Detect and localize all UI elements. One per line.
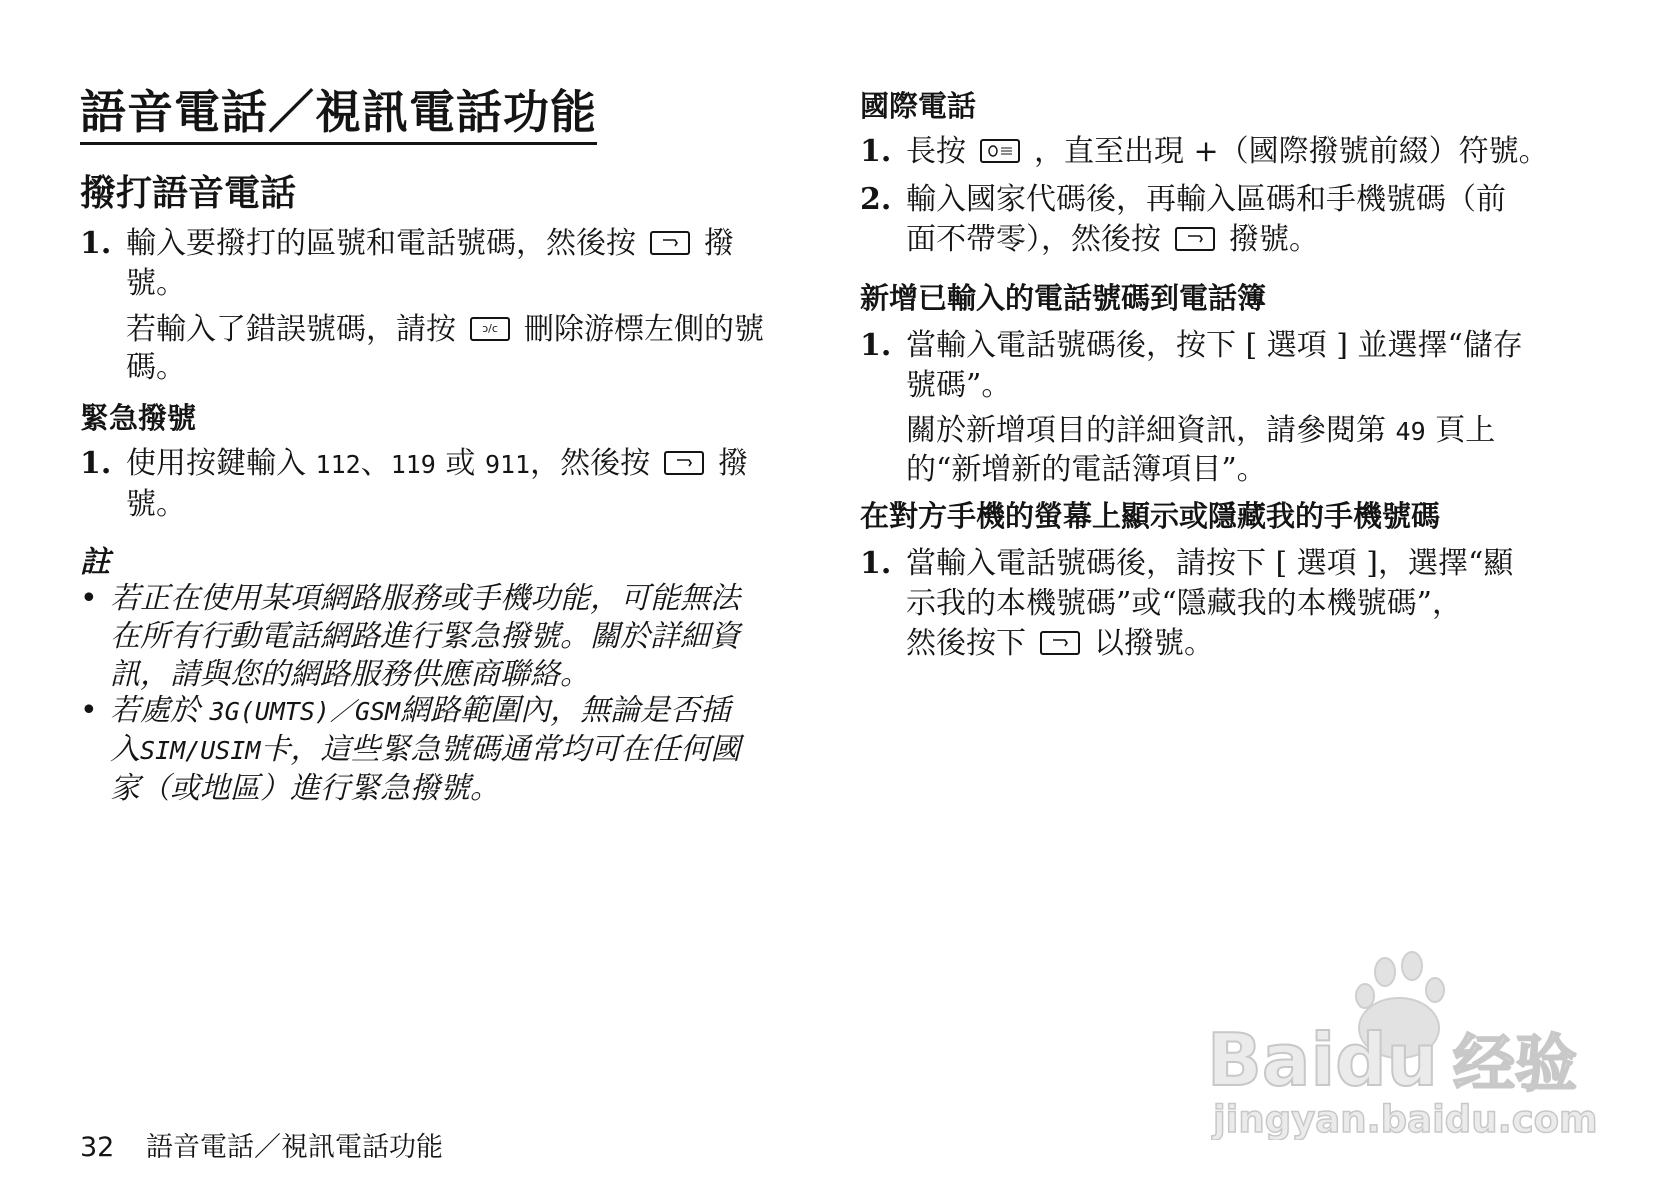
step-text: ，然後按 <box>530 446 651 481</box>
note-text: 若處於 <box>110 693 200 728</box>
step-number: 1. <box>80 446 112 481</box>
sim-type: SIM/USIM <box>140 736 261 765</box>
section-heading-emergency: 緊急撥號 <box>80 401 197 435</box>
note-text: 網路範圍內，無論是否插 <box>400 693 731 728</box>
step-number: 1. <box>80 226 112 261</box>
save-number-reference <box>906 412 1580 489</box>
watermark-suffix: 经验 <box>1453 1027 1578 1100</box>
section-heading-international: 國際電話 <box>860 89 977 123</box>
step-text: 然後按下 <box>906 626 1026 661</box>
para-text: 刪除游標左側的號 <box>524 312 764 347</box>
step-number: 1. <box>860 328 892 363</box>
step-number: 1. <box>860 134 892 169</box>
section-heading-show-hide-number: 在對方手機的螢幕上顯示或隱藏我的手機號碼 <box>860 499 1441 533</box>
page-title: 語音電話／視訊電話功能 <box>80 82 597 145</box>
note-text: 在所有行動電話網路進行緊急撥號。關於詳細資 <box>110 619 740 654</box>
call-key-icon <box>1040 631 1080 655</box>
page-reference-number: 49 <box>1395 417 1426 446</box>
note-text: 訊，請與您的網路服務供應商聯絡。 <box>110 657 590 692</box>
call-key-icon <box>1175 227 1215 251</box>
watermark-url: jingyan.baidu.com <box>1213 1098 1598 1140</box>
step-text: 撥號。 <box>1229 222 1319 257</box>
zero-plus-key-icon <box>980 139 1020 163</box>
step-text: 當輸入電話號碼後，請按下 [ 選項 ]，選擇“顯 <box>906 546 1514 581</box>
step-text: ，直至出現 +（國際撥號前綴）符號。 <box>1034 134 1549 169</box>
page-footer <box>80 1131 443 1165</box>
note-text: 卡，這些緊急號碼通常均可在任何國 <box>260 732 741 767</box>
step-number: 2. <box>860 182 892 217</box>
note-heading: 註 <box>80 545 110 580</box>
para-text: 若輸入了錯誤號碼，請按 <box>126 312 456 347</box>
note-text: 入 <box>110 732 140 767</box>
para-text: 頁上 <box>1435 413 1496 448</box>
step-text: 號。 <box>126 266 186 301</box>
para-text: 碼。 <box>126 350 186 385</box>
step-text: 撥 <box>718 446 749 481</box>
network-type: 3G(UMTS)／GSM <box>209 697 401 726</box>
step-text: 撥 <box>704 226 734 261</box>
step-text: 示我的本機號碼”或“隱藏我的本機號碼”， <box>906 586 1463 621</box>
bullet-dot: • <box>80 693 98 728</box>
step-text: 使用按鍵輸入 <box>126 446 306 481</box>
step-text: 或 <box>445 446 476 481</box>
step-text: 以撥號。 <box>1094 626 1214 661</box>
page-number: 32 <box>80 1132 115 1163</box>
emergency-number-112: 112 <box>315 450 361 479</box>
watermark-brand: Baidu <box>1207 1018 1438 1102</box>
bullet-dot: • <box>80 581 98 616</box>
para-text: 的“新增新的電話簿項目”。 <box>906 452 1267 487</box>
footer-chapter-title: 語音電話／視訊電話功能 <box>146 1132 443 1163</box>
step-text: 、 <box>360 446 391 481</box>
section-heading-voice-call: 撥打語音電話 <box>80 173 297 214</box>
emergency-number-911: 911 <box>484 450 531 479</box>
para-text: 關於新增項目的詳細資訊，請參閱第 <box>906 413 1386 448</box>
voice-call-correction-note <box>126 311 798 387</box>
step-text: 號。 <box>126 487 186 522</box>
call-key-icon <box>664 451 704 475</box>
baidu-jingyan-watermark <box>1205 950 1600 1140</box>
step-text: 長按 <box>906 134 966 169</box>
step-text: 面不帶零），然後按 <box>906 222 1161 257</box>
note-text: 家（或地區）進行緊急撥號。 <box>110 771 500 806</box>
emergency-number-119: 119 <box>390 450 436 479</box>
step-text: 號碼”。 <box>906 368 1012 403</box>
clear-key-icon: ɔ/c <box>470 317 510 341</box>
step-text: 輸入要撥打的區號和電話號碼，然後按 <box>126 226 636 261</box>
step-text: 當輸入電話號碼後，按下 [ 選項 ] 並選擇“儲存 <box>906 328 1523 363</box>
step-number: 1. <box>860 546 892 581</box>
step-text: 輸入國家代碼後，再輸入區碼和手機號碼（前 <box>906 182 1506 217</box>
section-heading-save-number: 新增已輸入的電話號碼到電話簿 <box>860 281 1267 315</box>
note-text: 若正在使用某項網路服務或手機功能，可能無法 <box>110 581 740 616</box>
call-key-icon <box>650 231 690 255</box>
